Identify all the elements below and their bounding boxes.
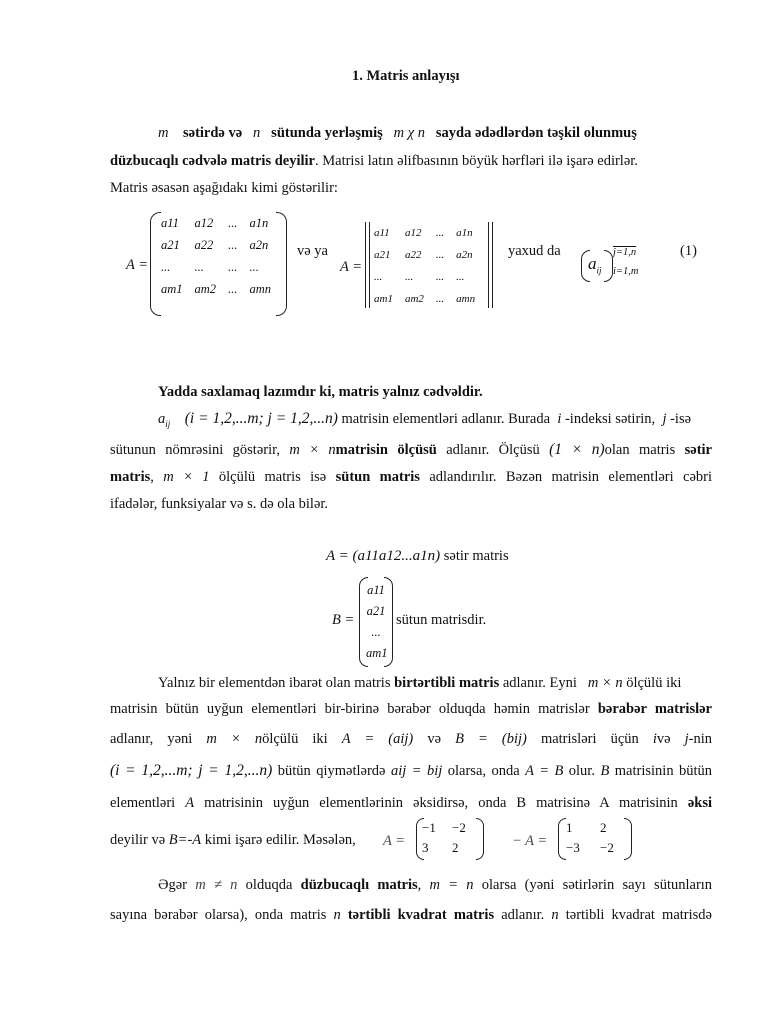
section-heading: 1. Matris anlayışı [352, 68, 460, 84]
col-matrix-label: sütun matrisdir. [396, 612, 487, 628]
example-lhs-2: − A = [512, 833, 548, 849]
row-matrix: A = (a11a12...a1n) sətir matris [326, 548, 509, 564]
p4-line2: sayına bərabər olarsa), onda matris n tərtibli kvadrat matris adlanır. n tərtibli kvadrat matrisdə [110, 907, 712, 923]
math-mxn: m χ n [393, 125, 425, 141]
definition-bold: düzbucaqlı cədvələ matris deyilir [110, 153, 315, 169]
right-paren [276, 212, 287, 316]
p1-line3: Matris əsasən aşağıdakı kimi göstərilir: [110, 180, 338, 196]
p3-line6: deyilir və B=-A kimi işarə edilir. Məsələn, [110, 832, 356, 848]
math-m: m [158, 125, 169, 141]
example-matrix-1: −1 −2 3 2 [422, 820, 466, 855]
p3-line3: adlanır, yəni m × nölçülü iki A = (aij) və B = (bij) matrisləri üçün ivə j-nin [110, 731, 713, 747]
j-range: j=1,n [613, 247, 637, 258]
p2-line2: sütunun nömrəsini göstərir, m × nmatrisin ölçüsü adlanır. Ölçüsü (1 × n)olan matris sətir [110, 441, 712, 458]
example-matrix-2: 1 2 −3 −2 [566, 820, 614, 855]
det-bar [365, 222, 366, 308]
eq1-lhs: A = [126, 257, 149, 273]
p4-line1: Əgər m ≠ n olduqda düzbucaqlı matris, m = n olarsa (yəni sətirlərin sayı sütunların [158, 877, 713, 893]
det-bar [492, 222, 493, 308]
matrix-norm: a11 a12 ... a1n a21 a22 ... a2n ... ... ... ... am1 am2 ... amn [374, 227, 476, 305]
or-text-2: yaxud da [508, 243, 561, 259]
left-paren [558, 818, 566, 860]
i-range: i=1,m [613, 266, 639, 277]
text: sütunda yerləşmiş [271, 125, 383, 141]
example-lhs-1: A = [383, 833, 406, 849]
right-paren [476, 818, 484, 860]
p2-line3: matris, m × 1 ölçülü matris isə sütun matris adlandırılır. Bəzən matrisin elementləri cəbri [110, 469, 712, 485]
text: sətirdə və [182, 125, 243, 141]
right-paren [624, 818, 632, 860]
p3-line2: matrisin bütün uyğun elementləri bir-birinə bərabər olduqda həmin matrislər bərabər matrislər [110, 701, 712, 717]
matrix-general: a11 a12 ... a1n a21 a22 ... a2n ... ... ... ... am1 am2 ... amn [161, 215, 271, 296]
p1-line2 [110, 153, 712, 170]
p2-line4: ifadələr, funksiyalar və s. də ola bilər. [110, 496, 329, 512]
p1-line1 [158, 125, 637, 142]
eq1-lhs2: A = [340, 259, 363, 275]
math-n: n [253, 125, 261, 141]
det-bar [488, 222, 489, 308]
p3-line5: elementləri A matrisinin uyğun elementlərinin əksidirsə, onda B matrisinə A matrisinin əksi [110, 795, 713, 811]
text: . Matrisi latın əlifbasının böyük hərfləri ilə işarə edirlər. [315, 153, 638, 169]
col-matrix-lhs: B = [332, 612, 355, 628]
aij: $a_{ij}$ [588, 254, 602, 276]
right-paren [604, 250, 613, 282]
p3-line1: Yalnız bir elementdən ibarət olan matris birtərtibli matris adlanır. Eyni m × n ölçülü iki [158, 675, 682, 691]
text: sayda ədədlərdən təşkil olunmuş [435, 125, 637, 141]
p2-line1: $a_{ij}$ (i = 1,2,...m; j = 1,2,...n) matrisin elementləri adlanır. Burada i -indeksi sətirin, j -isə [158, 410, 692, 429]
p3-line4: (i = 1,2,...m; j = 1,2,...n) bütün qiymətlərdə aij = bij olarsa, onda A = B olur. B matrisinin bütün [110, 762, 713, 779]
col-matrix-items: a11 a21 ... am1 [366, 583, 388, 660]
p2-bold: Yadda saxlamaq lazımdır ki, matris yalnız cədvəldir. [158, 384, 483, 400]
index-range: (i = 1,2,...m; j = 1,2,...n) [184, 410, 338, 427]
equation-number: (1) [680, 243, 697, 259]
or-text: və ya [297, 243, 328, 259]
